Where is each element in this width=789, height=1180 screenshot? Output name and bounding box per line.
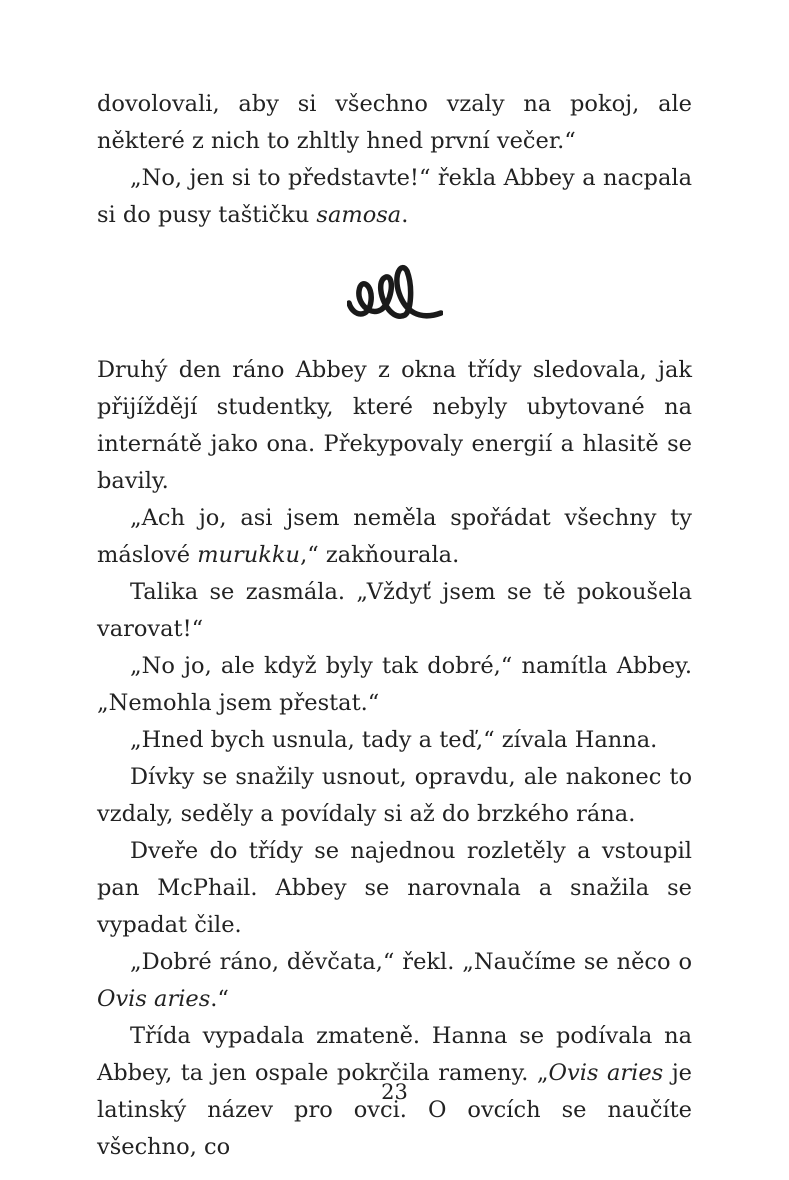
- page-body: [97, 86, 692, 1166]
- swirl-ornament-icon: [347, 257, 443, 329]
- italic-text: Ovis aries: [97, 986, 211, 1012]
- paragraph: [97, 86, 692, 160]
- text-run: je latinský název pro ovci. O ovcích se naučíte všechno, co: [97, 1060, 692, 1160]
- text-run: „No jo, ale když byly tak dobré,“ namítla Abbey. „Nemohla jsem přestat.“: [97, 653, 692, 716]
- paragraph: [97, 833, 692, 944]
- text-run: Druhý den ráno Abbey z okna třídy sledovala, jak přijíždějí studentky, které nebyly ubytované na internátě jako ona. Překypovaly energií a hlasitě se bavily.: [97, 357, 692, 494]
- text-run: „Dobré ráno, děvčata,“ řekl. „Naučíme se něco o: [130, 949, 692, 975]
- text-run: „No, jen si to představte!“ řekla Abbey a nacpala si do pusy taštičku: [97, 165, 692, 228]
- paragraph: [97, 574, 692, 648]
- italic-text: samosa: [316, 202, 402, 228]
- italic-text: murukku: [197, 542, 301, 568]
- text-run: .: [401, 202, 409, 228]
- paragraph: [97, 500, 692, 574]
- text-run: .“: [210, 986, 229, 1012]
- paragraph: [97, 722, 692, 759]
- text-run: Dveře do třídy se najednou rozletěly a vstoupil pan McPhail. Abbey se narovnala a snažila se vypadat čile.: [97, 838, 692, 938]
- section-divider: [97, 241, 692, 345]
- page-number: 23: [381, 1080, 408, 1104]
- text-block-after-ornament: [97, 352, 692, 1166]
- paragraph: [97, 648, 692, 722]
- text-run: „Ach jo, asi jsem neměla spořádat všechny ty máslové: [97, 505, 692, 568]
- text-run: „Hned bych usnula, tady a teď,“ zívala Hanna.: [130, 727, 658, 753]
- text-run: Dívky se snažily usnout, opravdu, ale nakonec to vzdaly, seděly a povídaly si až do brzkého rána.: [97, 764, 692, 827]
- italic-text: Ovis aries: [548, 1060, 664, 1086]
- text-run: Talika se zasmála. „Vždyť jsem se tě pokoušela varovat!“: [97, 579, 692, 642]
- paragraph: [97, 160, 692, 234]
- text-run: Třída vypadala zmateně. Hanna se podívala na Abbey, ta jen ospale pokrčila rameny. „: [97, 1023, 692, 1086]
- text-run: ,“ zakňourala.: [300, 542, 460, 568]
- text-block-before-ornament: [97, 86, 692, 234]
- paragraph: [97, 352, 692, 500]
- text-run: dovolovali, aby si všechno vzaly na pokoj, ale některé z nich to zhltly hned první večer.“: [97, 91, 692, 154]
- paragraph: [97, 944, 692, 1018]
- paragraph: [97, 759, 692, 833]
